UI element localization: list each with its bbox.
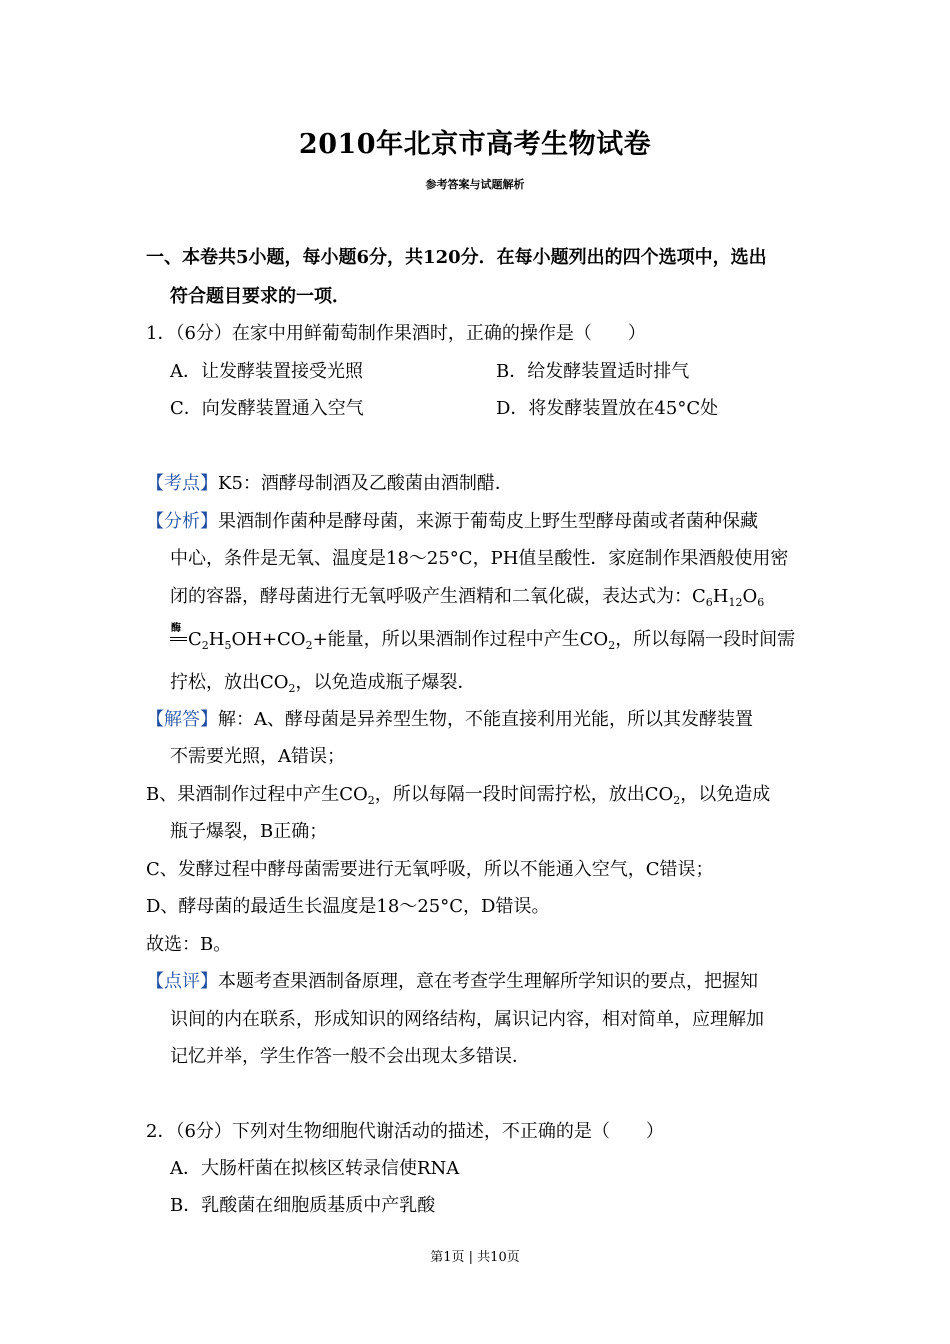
q1-jieda-c: C、发酵过程中酵母菌需要进行无氧呼吸，所以不能通入空气，C错误； xyxy=(146,859,714,880)
jieda-tag: 【解答】 xyxy=(146,709,218,730)
q1-option-a: A．让发酵装置接受光照 xyxy=(170,361,363,382)
page-title: 2010年北京市高考生物试卷 xyxy=(298,129,652,160)
dianping-text-1: 本题考查果酒制备原理，意在考查学生理解所学知识的要点，把握知 xyxy=(218,971,758,992)
q2-option-b: B．乳酸菌在细胞质基质中产乳酸 xyxy=(170,1195,436,1216)
q1-fenxi-line1 xyxy=(146,510,758,534)
formula-glucose: $C_6H_{12}O_6$ xyxy=(692,586,765,609)
kaodian-tag: 【考点】 xyxy=(146,473,218,494)
q1-fenxi-line2: 中心，条件是无氧、温度是18～25°C，PH值呈酸性．家庭制作果酒般使用密 xyxy=(170,548,789,569)
q1-jieda-line1 xyxy=(146,708,753,732)
q1-option-c: C．向发酵装置通入空气 xyxy=(170,398,364,419)
fenxi-text-3: 闭的容器，酵母菌进行无氧呼吸产生酒精和二氧化碳，表达式为： xyxy=(170,586,692,607)
fenxi-tag: 【分析】 xyxy=(146,511,218,532)
q1-option-b: B．给发酵装置适时排气 xyxy=(496,361,690,382)
q1-kaodian xyxy=(146,472,513,496)
jieda-text-1: 解：A、酵母菌是异养型生物，不能直接利用光能，所以其发酵装置 xyxy=(218,709,753,730)
fenxi-text-1: 果酒制作菌种是酵母菌，来源于葡萄皮上野生型酵母菌或者菌种保藏 xyxy=(218,511,758,532)
q1-jieda-line2: 不需要光照，A错误； xyxy=(170,746,345,767)
enzyme-label: 酶 xyxy=(171,623,181,634)
q1-dianping-line3: 记忆并举，学生作答一般不会出现太多错误． xyxy=(170,1046,530,1067)
q1-stem: 1．（6分）在家中用鲜葡萄制作果酒时，正确的操作是（ ） xyxy=(146,323,646,344)
q1-fenxi-line4: $C_2H_5OH+CO_2+$能量，所以果酒制作过程中产生$CO_2$，所以每隔一段时间需 xyxy=(188,629,796,652)
section-heading-line1: 一、本卷共5小题，每小题6分，共120分．在每小题列出的四个选项中，选出 xyxy=(146,247,767,268)
q1-jieda-b-line2: 瓶子爆裂，B正确； xyxy=(170,821,328,842)
section-heading-line2: 符合题目要求的一项． xyxy=(170,286,350,307)
q2-option-a: A．大肠杆菌在拟核区转录信使RNA xyxy=(170,1158,460,1179)
enzyme-reaction-arrow xyxy=(170,621,188,645)
q1-jieda-d: D、酵母菌的最适生长温度是18～25°C，D错误。 xyxy=(146,896,550,917)
page-footer: 第1页 | 共10页 xyxy=(430,1250,520,1265)
q1-option-d: D．将发酵装置放在45°C处 xyxy=(496,398,719,419)
q1-fenxi-line5: 拧松，放出$CO_2$，以免造成瓶子爆裂． xyxy=(170,672,476,695)
dianping-tag: 【点评】 xyxy=(146,971,218,992)
kaodian-text: K5：酒酵母制酒及乙酸菌由酒制醋． xyxy=(218,473,513,494)
page-subtitle: 参考答案与试题解析 xyxy=(425,178,525,191)
q1-fenxi-line3 xyxy=(170,585,764,609)
q1-dianping-line1 xyxy=(146,970,758,994)
q1-answer: 故选：B。 xyxy=(146,934,232,955)
q1-dianping-line2: 识间的内在联系，形成知识的网络结构，属识记内容，相对简单，应理解加 xyxy=(170,1009,764,1030)
q1-jieda-b-line1: B、果酒制作过程中产生$CO_2$，所以每隔一段时间需拧松，放出$CO_2$，以免造成 xyxy=(146,784,771,807)
q2-stem: 2．（6分）下列对生物细胞代谢活动的描述，不正确的是（ ） xyxy=(146,1121,664,1142)
